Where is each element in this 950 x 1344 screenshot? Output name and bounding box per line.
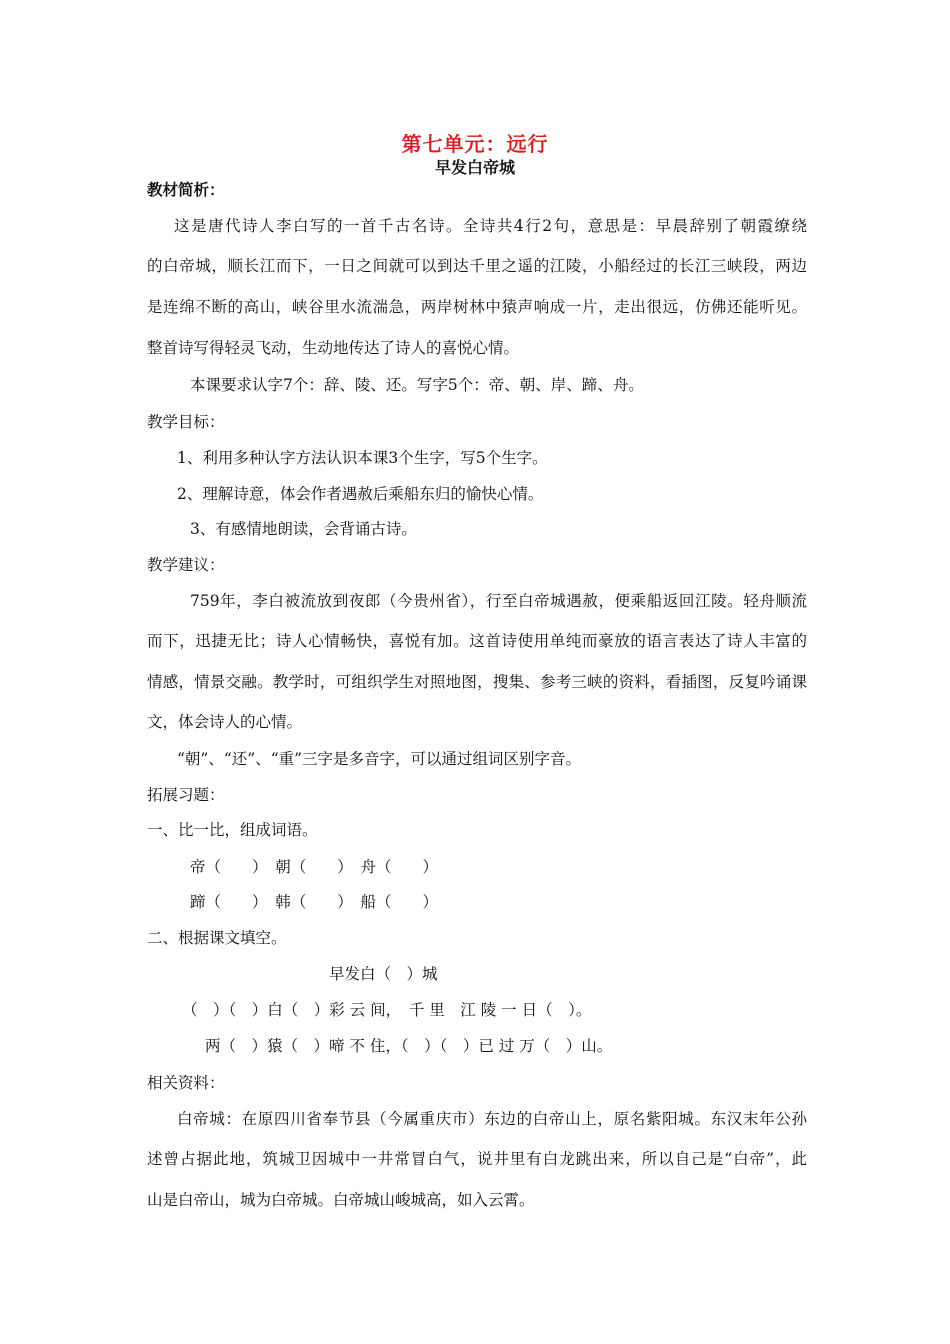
analysis-line-3: 是连绵不断的高山，峡谷里水流湍急，两岸树林中猿声响成一片，走出很远，仿佛还能听见。 bbox=[147, 298, 807, 316]
reference-heading: 相关资料： bbox=[147, 1074, 225, 1092]
analysis-requirement: 本课要求认字7个：辞、陵、还。写字5个：帝、朝、岸、蹄、舟。 bbox=[190, 376, 644, 394]
exercise-2-line-1: （ ）（ ）白（ ）彩 云 间， 千 里 江 陵 一 日（ ）。 bbox=[182, 1001, 592, 1019]
analysis-line-1: 这是唐代诗人李白写的一首千古名诗。全诗共4行2句，意思是：早晨辞别了朝霞缭绕 bbox=[174, 217, 807, 235]
goals-heading: 教学目标： bbox=[147, 413, 225, 431]
exercise-1-row-1: 帝（ ） 朝（ ） 舟（ ） bbox=[190, 858, 439, 876]
goal-2: 2、理解诗意，体会作者遇赦后乘船东归的愉快心情。 bbox=[177, 485, 544, 503]
exercise-heading: 拓展习题： bbox=[147, 786, 225, 804]
analysis-line-4: 整首诗写得轻灵飞动，生动地传达了诗人的喜悦心情。 bbox=[147, 339, 520, 357]
exercise-2-heading: 二、根据课文填空。 bbox=[147, 929, 287, 947]
exercise-2-line-2: 两（ ）猿（ ）啼 不 住，（ ）（ ）已 过 万（ ）山。 bbox=[205, 1037, 613, 1055]
exercise-2-poem-title: 早发白（ ）城 bbox=[329, 965, 438, 983]
goal-1: 1、利用多种认字方法认识本课3个生字，写5个生字。 bbox=[177, 449, 548, 467]
analysis-line-2: 的白帝城，顺长江而下，一日之间就可以到达千里之遥的江陵，小船经过的长江三峡段，两边 bbox=[147, 257, 807, 275]
reference-line-3: 山是白帝山，城为白帝城。白帝城山峻城高，如入云霄。 bbox=[147, 1191, 535, 1209]
advice-note: “朝”、“还”、“重”三字是多音字，可以通过组词区别字音。 bbox=[177, 750, 582, 768]
advice-line-3: 情感，情景交融。教学时，可组织学生对照地图，搜集、参考三峡的资料，看插图，反复吟诵课 bbox=[147, 673, 807, 691]
exercise-1-row-2: 蹄（ ） 韩（ ） 船（ ） bbox=[190, 893, 439, 911]
advice-line-4: 文，体会诗人的心情。 bbox=[147, 713, 303, 731]
advice-line-1: 759年，李白被流放到夜郎（今贵州省），行至白帝城遇赦，便乘船返回江陵。轻舟顺流 bbox=[190, 592, 807, 610]
goal-3: 3、有感情地朗读，会背诵古诗。 bbox=[190, 520, 417, 538]
reference-line-2: 述曾占据此地，筑城卫因城中一井常冒白气，说井里有白龙跳出来，所以自己是“白帝”，此 bbox=[147, 1150, 807, 1168]
advice-heading: 教学建议： bbox=[147, 556, 225, 574]
advice-line-2: 而下，迅捷无比；诗人心情畅快，喜悦有加。这首诗使用单纯而豪放的语言表达了诗人丰富的 bbox=[147, 632, 807, 650]
lesson-title: 早发白帝城 bbox=[434, 158, 515, 177]
exercise-1-heading: 一、比一比，组成词语。 bbox=[147, 821, 318, 839]
reference-line-1: 白帝城：在原四川省奉节县（今属重庆市）东边的白帝山上，原名紫阳城。东汉末年公孙 bbox=[177, 1110, 807, 1128]
analysis-heading: 教材简析： bbox=[147, 181, 225, 199]
page-title: 第七单元：远行 bbox=[401, 132, 549, 156]
